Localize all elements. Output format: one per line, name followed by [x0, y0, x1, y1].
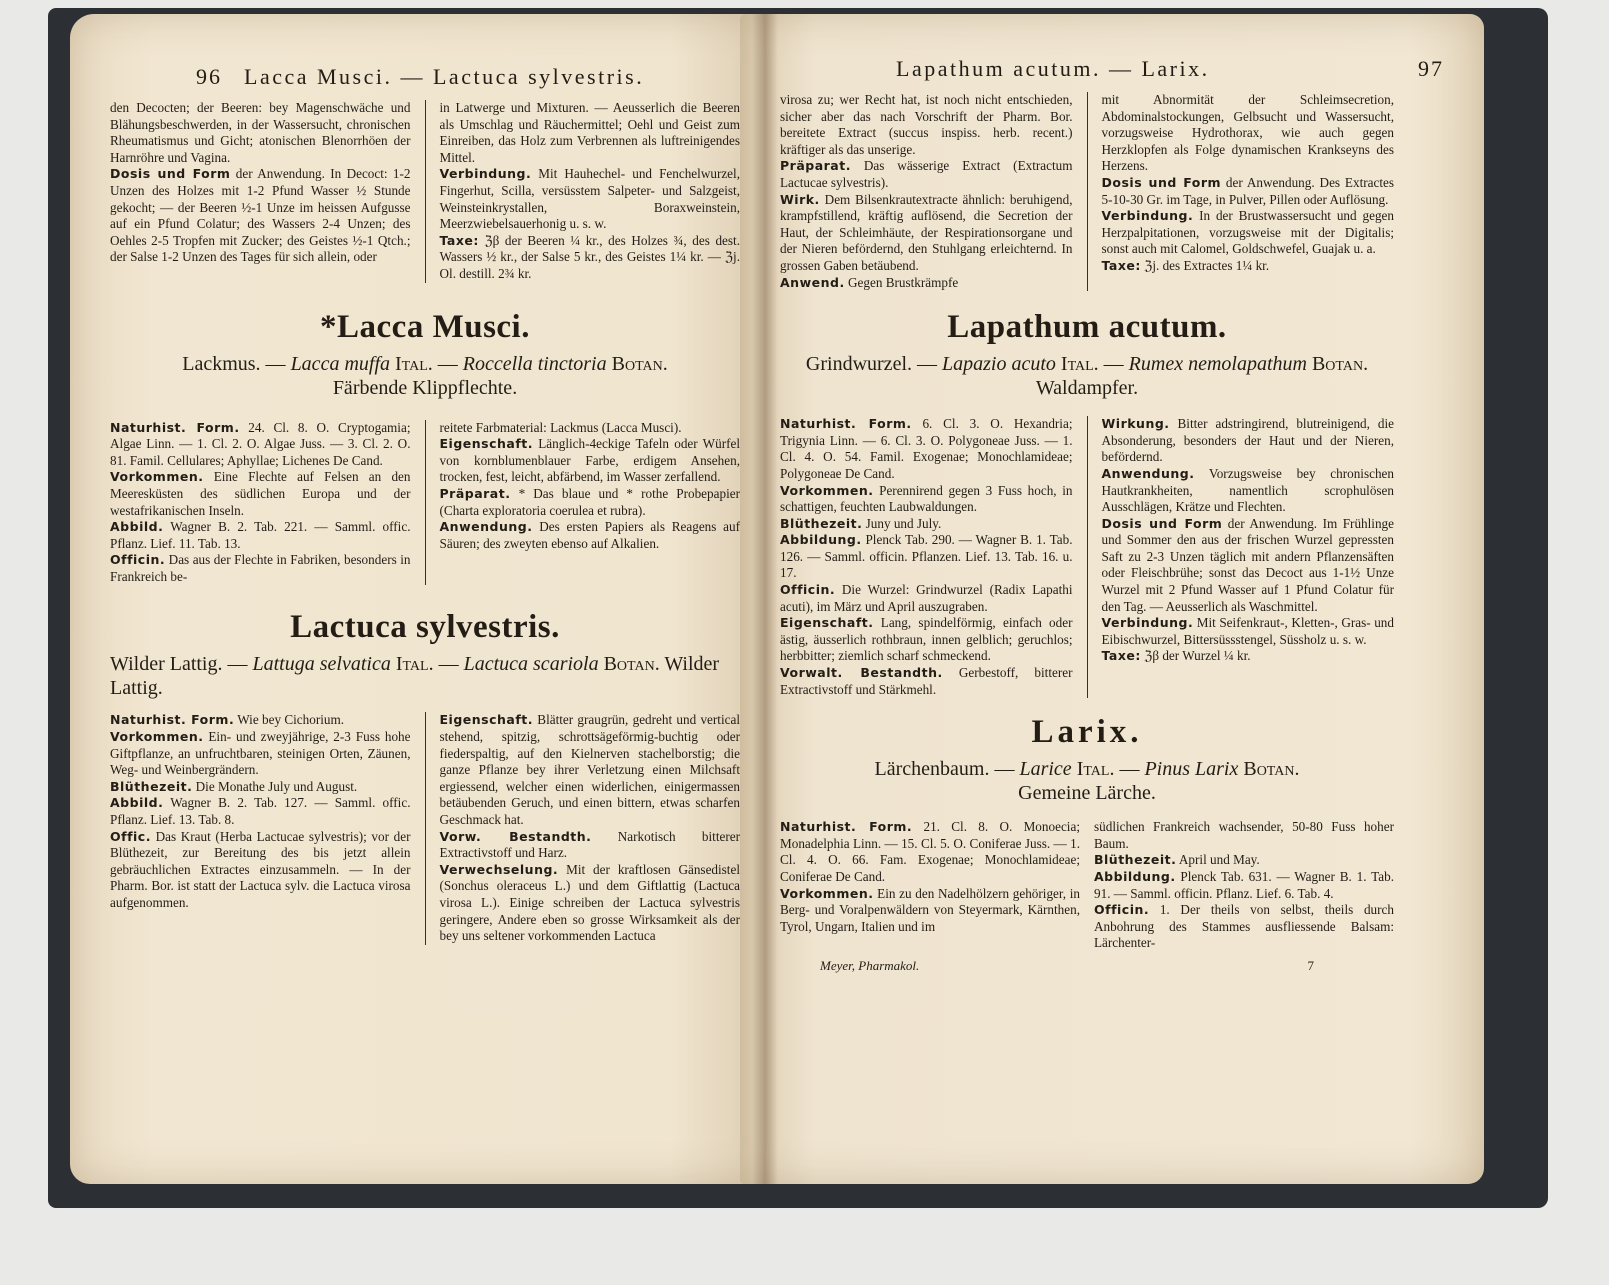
- keyword: Dosis und Form: [110, 166, 231, 182]
- paragraph: [1102, 416, 1395, 466]
- paragraph: [440, 712, 741, 828]
- paragraph: [1102, 516, 1395, 616]
- paragraph-text: Eine Flechte auf Felsen an den Meeresküsten des südlichen Europa und der westafrikanischen Inseln.: [110, 469, 411, 518]
- paragraph: südlichen Frankreich wachsender, 50-80 Fuss hoher Baum.: [1094, 819, 1394, 851]
- paragraph: [110, 469, 411, 519]
- paragraph: virosa zu; wer Recht hat, ist noch nicht entschieden, sicher aber das nach Vorschrift der Pharm. Bor. bereitete Extract (succus inspiss. herb. recent.) kräftiger als das unserige.: [780, 92, 1073, 157]
- keyword: Taxe:: [1101, 257, 1141, 273]
- paragraph: [780, 416, 1073, 482]
- right-top-col-1: [780, 92, 1073, 291]
- keyword: Vorkommen.: [780, 482, 874, 498]
- keyword: Abbildung.: [1094, 869, 1176, 884]
- paragraph-text: Blätter graugrün, gedreht und vertical stehend, spitzig, schrottsägeförmig-buchtig oder fiederspaltig, auf den Kielnerven stachelborstig; die ganze Pflanze bey ihrer Verletzung einen Milchsaft ergiessend, welcher einen widerlichen, einigermassen betäubenden Geruch, und einen bittern, etwas scharfen Geschmack hat.: [439, 712, 740, 828]
- paragraph-text: Juny und July.: [862, 515, 942, 531]
- paragraph: [440, 486, 741, 519]
- paragraph: [1102, 175, 1395, 208]
- paragraph-text: ℨβ der Wurzel ¼ kr.: [1140, 648, 1251, 664]
- paragraph: [780, 158, 1073, 191]
- keyword: Officin.: [1094, 902, 1150, 918]
- keyword: Naturhist. Form.: [110, 419, 240, 435]
- paragraph: [110, 712, 411, 729]
- keyword: Taxe:: [1101, 648, 1141, 664]
- column-rule: [1087, 92, 1088, 291]
- paragraph-text: Das Kraut (Herba Lactucae sylvestris); vor der Blüthezeit, zur Bereitung des bis jetzt allein gebräuchlichen Extractes einzusammeln. — In der Pharm. Bor. ist statt der Lactuca sylv. die Lactuca virosa aufgenommen.: [110, 828, 411, 910]
- keyword: Blüthezeit.: [780, 515, 863, 531]
- paragraph-text: der Anwendung. Im Frühlinge und Sommer den aus der frischen Wurzel gepressten Saft zu 2-3 Unzen täglich mit andern Pflanzensäften oder Fleischbrühe; sonst das Decoct aus 1-1½ Unze Wurzel mit 2 Pfund Wasser auf 1 Pfund Colatur für den Tag. — Aeusserlich als Waschmittel.: [1101, 515, 1394, 614]
- left-page-number: 96: [196, 64, 222, 89]
- paragraph: [780, 819, 1080, 885]
- keyword: Präparat.: [439, 485, 511, 501]
- keyword: Anwendung.: [1101, 465, 1195, 481]
- entry-title: Larix.: [1031, 714, 1143, 751]
- paragraph-text: Gegen Brustkrämpfe: [844, 274, 959, 290]
- lactuca-columns: [110, 712, 740, 944]
- paragraph-text: Bitter adstringirend, blutreinigend, die Absonderung, besonders der Haut und der Nieren, befördernd.: [1101, 416, 1394, 465]
- lacca-col-2: [440, 420, 741, 586]
- right-running-head: [780, 56, 1444, 82]
- entry-title: Lactuca sylvestris.: [290, 609, 560, 646]
- column-rule: [425, 712, 426, 944]
- larix-col-1: [780, 819, 1080, 952]
- paragraph: [440, 829, 741, 862]
- keyword: Naturhist. Form.: [110, 712, 235, 728]
- paragraph-text: Lang, spindelförmig, einfach oder ästig, äusserlich rothbraun, innen gelblich; geruchlos; herbbitter; ziemlich scharf schmeckend.: [780, 615, 1073, 664]
- left-top-columns: [110, 100, 740, 283]
- paragraph-text: Die Wurzel: Grindwurzel (Radix Lapathi acuti), im März und April auszugraben.: [780, 582, 1073, 614]
- paragraph-text: Das wässerige Extract (Extractum Lactucae sylvestris).: [780, 158, 1073, 190]
- paragraph: [440, 436, 741, 486]
- keyword: Officin.: [780, 582, 836, 598]
- keyword: Vorkommen.: [780, 885, 874, 901]
- right-running-title: Lapathum acutum. — Larix.: [896, 56, 1210, 81]
- keyword: Offic.: [110, 828, 151, 844]
- larix-columns: [780, 819, 1394, 952]
- keyword: Anwendung.: [439, 519, 533, 535]
- paragraph-text: Das aus der Flechte in Fabriken, besonders in Frankreich be-: [110, 552, 411, 584]
- keyword: Wirk.: [780, 191, 820, 207]
- paragraph-text: 1. Der theils von selbst, theils durch Anbohrung des Stammes ausfliessende Balsam: Lärchenter-: [1094, 902, 1394, 951]
- paragraph-text: 6. Cl. 3. O. Hexandria; Trigynia Linn. — 6. Cl. 3. O. Polygoneae Juss. — 1. Cl. 4. O. 54. Famil. Exogenae; Monochlamideae; Polygoneae De Cand.: [780, 416, 1073, 481]
- entry-title: Lapathum acutum.: [947, 309, 1227, 346]
- keyword: Naturhist. Form.: [780, 416, 912, 432]
- keyword: Blüthezeit.: [1094, 852, 1177, 868]
- column-rule: [425, 420, 426, 586]
- left-running-head: [110, 64, 740, 90]
- paragraph-text: Die Monathe July und August.: [192, 778, 358, 794]
- right-top-col-2: [1102, 92, 1395, 291]
- paragraph-text: Des ersten Papiers als Reagens auf Säuren; des zweyten ebenso auf Alkalien.: [439, 519, 740, 551]
- keyword: Verbindung.: [1101, 208, 1194, 224]
- entry-subtitle: Grindwurzel. — Lapazio acuto Ital. — Rumex nemolapathum Botan. Waldampfer.: [805, 353, 1369, 400]
- keyword: Taxe:: [439, 232, 479, 248]
- larix-col-2: [1094, 819, 1394, 952]
- paragraph-text: * Das blaue und * rothe Probepapier (Charta exploratoria coerulea et rubra).: [439, 485, 740, 518]
- paragraph: [1102, 208, 1395, 258]
- column-rule: [1087, 416, 1088, 698]
- left-top-col-1: [110, 100, 411, 283]
- paragraph: [440, 519, 741, 552]
- paragraph: [780, 275, 1073, 292]
- paragraph: reitete Farbmaterial: Lackmus (Lacca Musci).: [439, 419, 682, 435]
- paragraph-text: Wagner B. 2. Tab. 127. — Samml. offic. Pflanz. Lief. 13. Tab. 8.: [110, 795, 411, 828]
- keyword: Präparat.: [780, 158, 851, 174]
- paragraph-text: Gerbestoff, bitterer Extractivstoff und Stärkmehl.: [780, 665, 1073, 697]
- keyword: Wirkung.: [1101, 416, 1170, 432]
- paragraph-text: Wie bey Cichorium.: [234, 712, 345, 728]
- paragraph-text: April und May.: [1176, 852, 1260, 868]
- paragraph: [110, 729, 411, 779]
- paragraph: [780, 192, 1073, 275]
- paragraph: [1094, 852, 1394, 869]
- paragraph: [110, 166, 411, 266]
- paragraph-text: 24. Cl. 8. O. Cryptogamia; Algae Linn. — 1. Cl. 2. O. Algae Juss. — 3. Cl. 2. O. 81. Famil. Cellulares; Aphyllae; Lichenes De Cand.: [110, 419, 411, 468]
- right-page: [740, 14, 1484, 1184]
- entry-larix: [780, 714, 1394, 974]
- keyword: Vorwalt. Bestandth.: [780, 665, 943, 681]
- keyword: Officin.: [110, 552, 166, 568]
- entry-lapathum-acutum: [780, 309, 1394, 698]
- paragraph-text: Plenck Tab. 290. — Wagner B. 1. Tab. 126. — Samml. officin. Pflanzen. Lief. 13. Tab. 16. u. 17.: [780, 532, 1073, 581]
- lapathum-columns: [780, 416, 1394, 698]
- keyword: Abbild.: [110, 795, 164, 811]
- keyword: Eigenschaft.: [439, 712, 533, 728]
- keyword: Anwend.: [780, 274, 845, 290]
- paragraph: [1094, 869, 1394, 902]
- paragraph: [110, 552, 411, 585]
- paragraph: [110, 795, 411, 828]
- paragraph-text: Plenck Tab. 631. — Wagner B. 1. Tab. 91. — Samml. officin. Pflanz. Lief. 6. Tab. 4.: [1094, 869, 1394, 901]
- column-rule: [425, 100, 426, 283]
- lapathum-col-2: [1102, 416, 1395, 698]
- lapathum-col-1: [780, 416, 1073, 698]
- left-running-title: Lacca Musci. — Lactuca sylvestris.: [244, 64, 645, 89]
- paragraph: [1102, 258, 1395, 275]
- lactuca-col-1: [110, 712, 411, 944]
- paragraph: [780, 483, 1073, 516]
- paragraph: [780, 886, 1080, 936]
- paragraph: in Latwerge und Mixturen. — Aeusserlich die Beeren als Umschlag und Räuchermittel; Oehl und Geist zum Einreiben, das Holz zum Verbrennen als luftreinigendes Mittel.: [439, 100, 740, 165]
- keyword: Dosis und Form: [1101, 515, 1223, 531]
- paragraph: [440, 166, 741, 232]
- footer-signature: 7: [1307, 957, 1314, 973]
- paragraph: [110, 519, 411, 552]
- paragraph-text: der Anwendung. Des Extractes 5-10-30 Gr. im Tage, in Pulver, Pillen oder Auflösung.: [1101, 174, 1394, 207]
- page-footer: [780, 958, 1394, 974]
- keyword: Abbildung.: [780, 532, 862, 548]
- paragraph: [1102, 615, 1395, 648]
- paragraph-text: Mit Hauhechel- und Fenchelwurzel, Fingerhut, Scilla, versüsstem Salpeter- und Salzgeist, Weinsteinkrystallen, Boraxweinstein, Meerzwiebelsauerhonig u. s. w.: [439, 166, 740, 232]
- paragraph: [780, 665, 1073, 698]
- paragraph: [780, 532, 1073, 582]
- keyword: Naturhist. Form.: [780, 819, 913, 835]
- paragraph-text: Mit der kraftlosen Gänsedistel (Sonchus oleraceus L.) und dem Giftlattig (Lactuca virosa L.). Einige schreiben der Lactuca sylvestris geringere, Andere eben so grosse Wirksamkeit als der bey uns seltener vorkommenden Lactuca: [439, 861, 740, 944]
- keyword: Vorkommen.: [110, 729, 204, 745]
- paragraph-text: Dem Bilsenkrautextracte ähnlich: beruhigend, krampfstillend, kräftig auflösend, die Secretion der Haut, der Schleimhäute, der Respirationsorgane und der Nieren befördernd, den Stuhlgang erleichternd. In grossen Gaben betäubend.: [780, 191, 1073, 273]
- paragraph: [1102, 466, 1395, 516]
- left-page: [70, 14, 776, 1184]
- paragraph: [110, 779, 411, 796]
- keyword: Dosis und Form: [1101, 174, 1222, 190]
- keyword: Eigenschaft.: [780, 615, 874, 631]
- paragraph: mit Abnormität der Schleimsecretion, Abdominalstockungen, Gelbsucht und Wassersucht, vorzugsweise Hydrothorax, wie auch gegen Herzklopfen als Folge dynamischen Krankseyns des Herzens.: [1101, 92, 1394, 174]
- paragraph-text: der Anwendung. In Decoct: 1-2 Unzen des Holzes mit 1-2 Pfund Wasser ½ Stunde gekocht; — der Beeren ½-1 Unze im heissen Aufgusse auf ein Pfund Colatur; des Wassers 2-4 Unzen; des Oehles 2-5 Tropfen mit Zucker; des Geistes ½-1 Qtch.; der Salse 1-2 Unzen des Tages für sich allein, oder: [110, 166, 411, 265]
- lacca-columns: [110, 420, 740, 586]
- keyword: Vorkommen.: [110, 469, 204, 485]
- paragraph-text: Narkotisch bitterer Extractivstoff und Harz.: [439, 828, 740, 861]
- keyword: Abbild.: [110, 519, 164, 535]
- keyword: Verbindung.: [1101, 615, 1194, 631]
- paragraph: [780, 582, 1073, 615]
- right-page-number: 97: [1418, 56, 1444, 81]
- paragraph-text: Perennirend gegen 3 Fuss hoch, in schattigen, feuchten Laubwaldungen.: [780, 482, 1073, 515]
- paragraph-text: 21. Cl. 8. O. Monoecia; Monadelphia Linn. — 15. Cl. 5. O. Coniferae Juss. — 1. Cl. 4. O. 66. Fam. Exogenae; Monochlamideae; Coniferae De Cand.: [780, 819, 1080, 884]
- entry-subtitle: Wilder Lattig. — Lattuga selvatica Ital. — Lactuca scariola Botan. Wilder Lattig.: [110, 653, 720, 700]
- lacca-col-1: [110, 420, 411, 586]
- paragraph-text: Mit Seifenkraut-, Kletten-, Gras- und Eibischwurzel, Bittersüssstengel, Süssholz u. s. w.: [1101, 615, 1394, 647]
- book-gutter: [752, 14, 778, 1184]
- paragraph: [780, 516, 1073, 533]
- paragraph: [1094, 902, 1394, 952]
- keyword: Eigenschaft.: [439, 436, 533, 452]
- paragraph-text: ℨj. des Extractes 1¼ kr.: [1140, 257, 1270, 273]
- keyword: Verwechselung.: [439, 861, 559, 877]
- paragraph: [440, 862, 741, 945]
- paragraph-text: Ein- und zweyjährige, 2-3 Fuss hohe Giftpflanze, an unfruchtbaren, steinigen Orten, Zäunen, Weg- und Weinbergrändern.: [110, 729, 411, 778]
- paragraph: [110, 829, 411, 912]
- paragraph: [110, 420, 411, 470]
- entry-lacca-musci: [110, 309, 740, 586]
- paragraph-text: In der Brustwassersucht und gegen Herzpalpitationen, vorzugsweise mit der Digitalis; sonst auch mit Calomel, Goldschwefel, Guajak u. a.: [1101, 208, 1394, 257]
- paragraph: [1102, 648, 1395, 665]
- entry-subtitle: Lärchenbaum. — Larice Ital. — Pinus Larix Botan. Gemeine Lärche.: [874, 758, 1300, 805]
- keyword: Blüthezeit.: [110, 778, 193, 794]
- entry-subtitle: Lackmus. — Lacca muffa Ital. — Roccella tinctoria Botan. Färbende Klippflechte.: [182, 352, 668, 399]
- keyword: Vorw. Bestandth.: [439, 828, 592, 844]
- entry-lactuca-sylvestris: [110, 609, 740, 944]
- paragraph: [780, 615, 1073, 665]
- paragraph-text: ℨβ der Beeren ¼ kr., des Holzes ¾, des dest. Wassers ½ kr., der Salse 5 kr., des Geistes 1¼ kr. — ℨj. Ol. destill. 2¾ kr.: [439, 232, 740, 281]
- left-top-col-2: [440, 100, 741, 283]
- paragraph-text: Ein zu den Nadelhölzern gehöriger, in Berg- und Voralpenwäldern von Steyermark, Kärnthen, Tyrol, Ungarn, Italien und im: [780, 885, 1080, 934]
- footer-author: Meyer, Pharmakol.: [820, 957, 920, 973]
- lactuca-col-2: [440, 712, 741, 944]
- paragraph-text: Wagner B. 2. Tab. 221. — Samml. offic. Pflanz. Lief. 11. Tab. 13.: [110, 519, 411, 551]
- keyword: Verbindung.: [439, 166, 532, 182]
- entry-title: *Lacca Musci.: [320, 308, 530, 345]
- paragraph: [440, 233, 741, 283]
- right-top-columns: [780, 92, 1394, 291]
- paragraph-text: Vorzugsweise bey chronischen Hautkrankheiten, namentlich scrophulösen Ausschlägen, Krätze und Flechten.: [1101, 465, 1394, 515]
- paragraph-text: Länglich-4eckige Tafeln oder Würfel von kornblumenblauer Farbe, erdigem Ansehen, trocken, fest, leicht, abfärbend, im Wasser zerfallend.: [439, 436, 740, 485]
- paragraph: den Decocten; der Beeren: bey Magenschwäche und Blähungsbeschwerden, in der Wassersucht, chronischen Rheumatismus und Gicht; atonischen Blenorrhöen der Harnröhre und Vagina.: [110, 100, 411, 165]
